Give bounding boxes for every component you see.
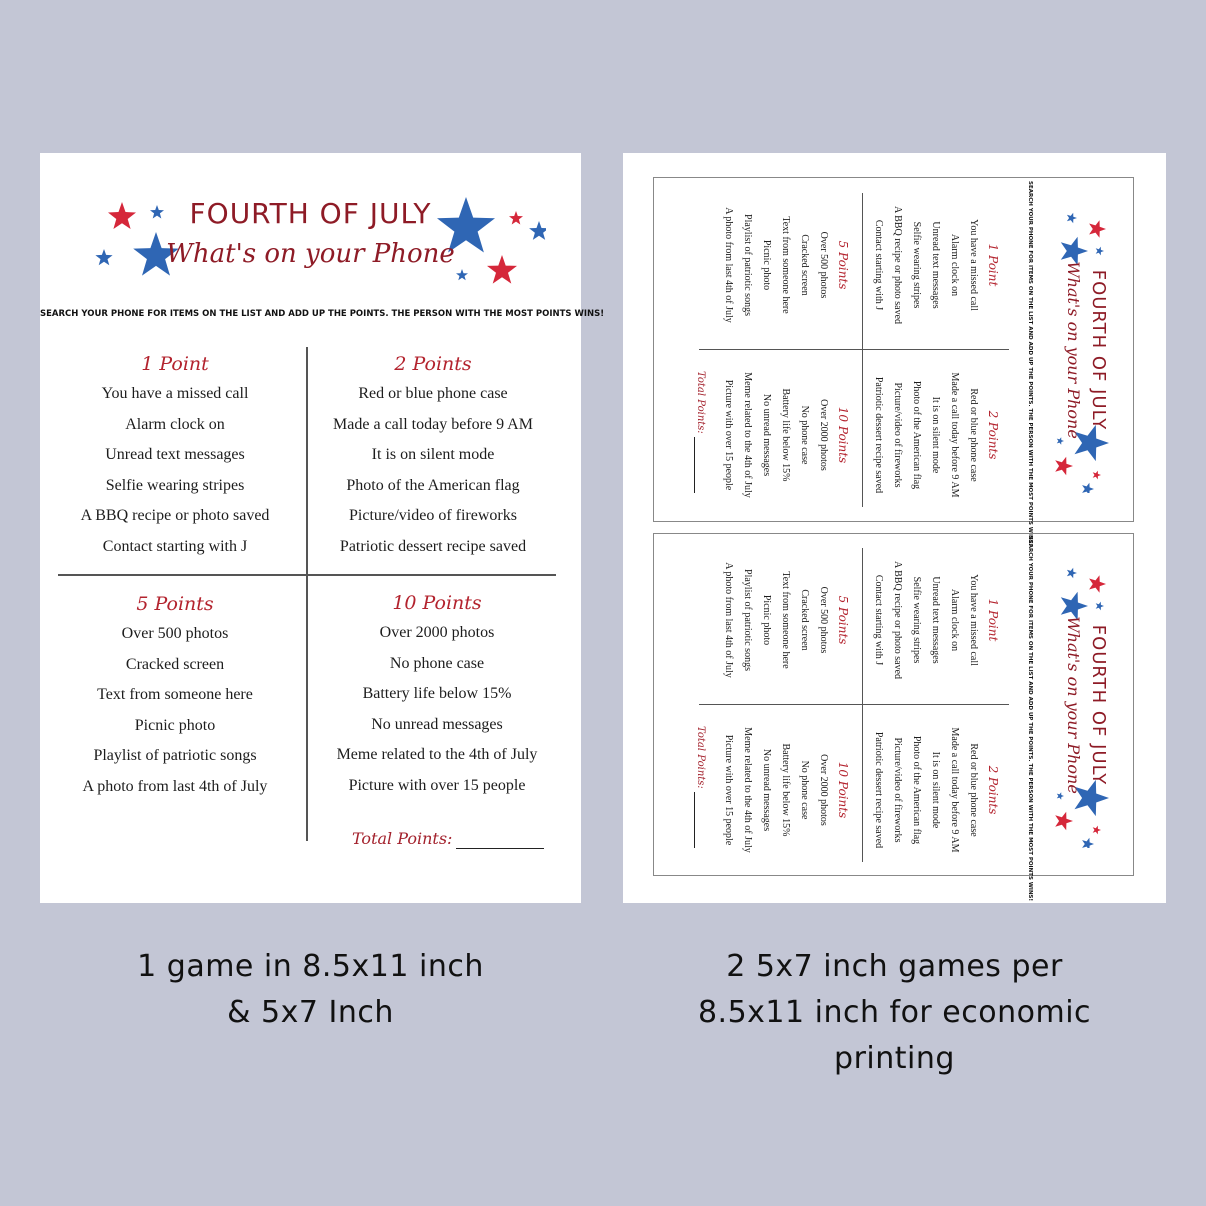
caption-line: printing — [834, 1041, 955, 1076]
points-group-1 — [869, 181, 1003, 349]
list-item: Unread text messages — [105, 446, 245, 464]
game-card-top — [653, 177, 1134, 546]
game-instructions: SEARCH YOUR PHONE FOR ITEMS ON THE LIST AND ADD UP THE POINTS. THE PERSON WITH THE MOST POINTS WINS! — [1026, 180, 1033, 546]
list-item: No unread messages — [760, 748, 772, 831]
points-group-10 — [719, 706, 853, 874]
list-item: Playlist of patriotic songs — [741, 568, 753, 671]
list-item: Red or blue phone case — [358, 385, 508, 402]
total-points-label: Total Points: — [694, 725, 706, 789]
list-item: Picture with over 15 people — [722, 734, 734, 845]
group-heading: 10 Points — [835, 761, 850, 818]
list-item: Contact starting with J — [872, 574, 884, 665]
points-group-5 — [719, 181, 853, 349]
list-item: Picnic photo — [760, 239, 772, 290]
list-item: Text from someone here — [779, 215, 791, 314]
divider-vertical — [306, 347, 308, 841]
list-item: Red or blue phone case — [967, 742, 979, 837]
list-item: Meme related to the 4th of July — [336, 746, 538, 764]
list-item: No phone case — [798, 405, 810, 464]
list-item: Over 2000 photos — [817, 398, 829, 471]
list-item: Meme related to the 4th of July — [741, 726, 753, 853]
caption-line: & 5x7 Inch — [227, 995, 394, 1030]
list-item: Picnic photo — [760, 594, 772, 645]
game-title: FOURTH OF JULY — [1087, 624, 1109, 785]
group-heading: 1 Point — [141, 353, 209, 375]
divider-horizontal — [58, 574, 556, 576]
list-item: Alarm clock on — [948, 588, 960, 651]
list-item: Alarm clock on — [125, 415, 225, 433]
total-points — [352, 829, 544, 849]
points-group-2 — [869, 351, 1003, 519]
list-item: A photo from last 4th of July — [722, 561, 734, 678]
list-item: A photo from last 4th of July — [82, 777, 268, 795]
list-item: Unread text messages — [929, 575, 941, 664]
total-points-label: Total Points: — [694, 370, 706, 434]
divider-horizontal — [862, 193, 863, 507]
list-item: It is on silent mode — [929, 751, 941, 828]
list-item: Playlist of patriotic songs — [741, 213, 753, 316]
game-sheet-letter — [40, 153, 605, 903]
list-item: A photo from last 4th of July — [722, 206, 734, 323]
list-item: Picture with over 15 people — [348, 776, 526, 794]
group-heading: 5 Points — [835, 240, 850, 289]
game-sheet-two-up — [623, 153, 1166, 903]
divider-vertical — [699, 349, 1009, 350]
group-heading: 5 Points — [136, 593, 214, 615]
game-subtitle: What's on your Phone — [1063, 260, 1083, 439]
group-heading: 1 Point — [985, 243, 1000, 286]
list-item: Made a call today before 9 AM — [948, 372, 960, 497]
caption-line: 1 game in 8.5x11 inch — [137, 949, 484, 984]
total-points-blank — [694, 436, 706, 492]
list-item: A BBQ recipe or photo saved — [80, 507, 270, 525]
points-group-5 — [719, 536, 853, 704]
list-item: No unread messages — [760, 393, 772, 476]
game-title: FOURTH OF JULY — [189, 197, 432, 230]
list-item: Made a call today before 9 AM — [948, 727, 960, 852]
game-card-rotated — [657, 180, 1131, 546]
points-group-10 — [719, 351, 853, 519]
total-points-blank — [694, 791, 706, 847]
list-item: Over 2000 photos — [817, 753, 829, 826]
game-card-rotated — [657, 535, 1131, 901]
total-points — [694, 726, 706, 848]
group-heading: 10 Points — [392, 592, 482, 614]
points-group-2 — [869, 706, 1003, 874]
game-instructions: SEARCH YOUR PHONE FOR ITEMS ON THE LIST AND ADD UP THE POINTS. THE PERSON WITH THE MOST POINTS WINS! — [1026, 535, 1033, 901]
list-item: Patriotic dessert recipe saved — [872, 731, 884, 848]
list-item: Selfie wearing stripes — [910, 221, 922, 308]
divider-vertical — [699, 704, 1009, 705]
list-item: Picture/video of fireworks — [891, 737, 903, 842]
group-heading: 5 Points — [835, 595, 850, 644]
list-item: Text from someone here — [779, 570, 791, 669]
list-item: Battery life below 15% — [779, 387, 791, 482]
list-item: Selfie wearing stripes — [910, 576, 922, 663]
game-card-bottom — [653, 533, 1134, 901]
list-item: No phone case — [798, 760, 810, 819]
caption-line: 2 5x7 inch games per — [726, 949, 1063, 984]
list-item: You have a missed call — [967, 573, 979, 666]
list-item: Patriotic dessert recipe saved — [872, 376, 884, 493]
game-subtitle: What's on your Phone — [1063, 615, 1083, 794]
list-item: You have a missed call — [967, 218, 979, 311]
game-instructions: SEARCH YOUR PHONE FOR ITEMS ON THE LIST AND ADD UP THE POINTS. THE PERSON WITH THE MOST POINTS WINS! — [40, 309, 605, 319]
group-heading: 2 Points — [394, 353, 472, 375]
list-item: Contact starting with J — [102, 537, 248, 555]
list-item: Picture/video of fireworks — [891, 382, 903, 487]
points-group-1 — [869, 536, 1003, 704]
list-item: It is on silent mode — [371, 446, 495, 464]
total-points — [694, 371, 706, 493]
group-heading: 2 Points — [985, 410, 1000, 459]
list-item: Battery life below 15% — [779, 742, 791, 837]
list-item: Picture with over 15 people — [722, 379, 734, 490]
star-icon — [1056, 792, 1063, 800]
divider-horizontal — [862, 548, 863, 862]
points-group-2 — [298, 349, 568, 563]
list-item: Playlist of patriotic songs — [93, 747, 257, 765]
list-item: Over 2000 photos — [379, 624, 495, 641]
list-item: No unread messages — [371, 715, 503, 733]
list-item: Cracked screen — [798, 588, 810, 651]
total-points-label: Total Points: — [352, 829, 453, 848]
list-item: Over 500 photos — [817, 586, 829, 653]
list-item: Patriotic dessert recipe saved — [339, 537, 527, 555]
list-item: Photo of the American flag — [346, 476, 520, 494]
points-group-5 — [40, 589, 310, 803]
total-points-blank — [456, 829, 544, 849]
list-item: Photo of the American flag — [910, 735, 922, 844]
points-group-1 — [40, 349, 310, 563]
list-item: Alarm clock on — [948, 233, 960, 296]
caption-line: 8.5x11 inch for economic — [697, 995, 1092, 1030]
caption-right — [623, 944, 1166, 1082]
star-icon — [1056, 437, 1063, 445]
list-item: Over 500 photos — [121, 625, 229, 642]
list-item: It is on silent mode — [929, 396, 941, 473]
list-item: Red or blue phone case — [967, 387, 979, 482]
group-heading: 10 Points — [835, 406, 850, 463]
list-item: Cracked screen — [798, 233, 810, 296]
game-subtitle: What's on your Phone — [166, 239, 455, 269]
list-item: You have a missed call — [101, 385, 249, 402]
list-item: Unread text messages — [929, 220, 941, 309]
list-item: No phone case — [389, 654, 485, 672]
group-heading: 2 Points — [985, 765, 1000, 814]
game-title: FOURTH OF JULY — [1087, 269, 1109, 430]
list-item: Text from someone here — [97, 686, 253, 704]
list-item: Made a call today before 9 AM — [333, 415, 533, 433]
list-item: Picnic photo — [134, 716, 216, 734]
list-item: Selfie wearing stripes — [105, 476, 245, 494]
list-item: Contact starting with J — [872, 219, 884, 310]
star-icon — [456, 269, 468, 280]
group-heading: 1 Point — [985, 598, 1000, 641]
points-group-10 — [302, 588, 572, 802]
list-item: A BBQ recipe or photo saved — [891, 205, 903, 324]
caption-left — [40, 944, 581, 1036]
list-item: Picture/video of fireworks — [349, 507, 517, 525]
list-item: Photo of the American flag — [910, 380, 922, 489]
list-item: Battery life below 15% — [362, 685, 512, 703]
list-item: Over 500 photos — [817, 231, 829, 298]
list-item: Cracked screen — [125, 655, 225, 673]
list-item: Meme related to the 4th of July — [741, 371, 753, 498]
list-item: A BBQ recipe or photo saved — [891, 560, 903, 679]
